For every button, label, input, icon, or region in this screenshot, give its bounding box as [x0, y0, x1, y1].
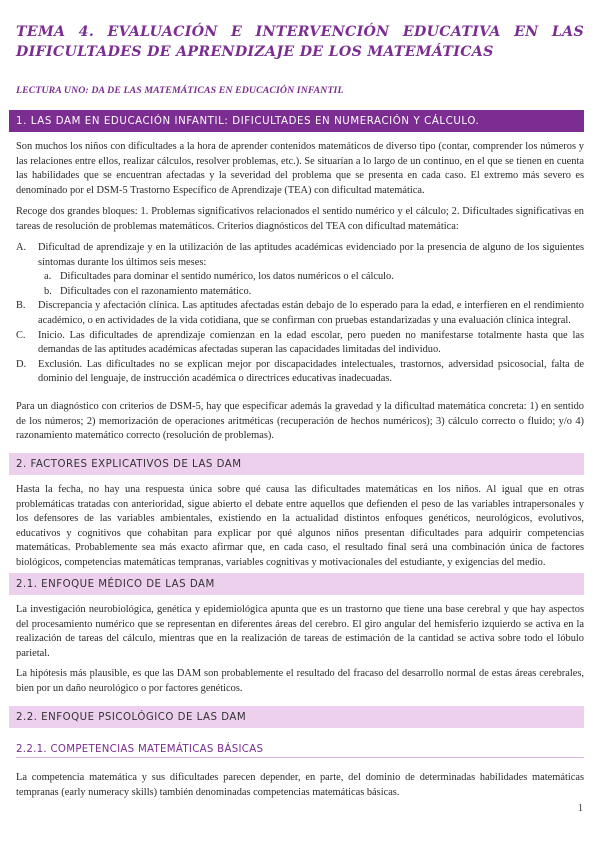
sub-list-item-text: Dificultades para dominar el sentido numérico, los datos numéricos o el cálculo. — [60, 271, 394, 283]
section-2-2-1-heading: 2.2.1. COMPETENCIAS MATEMÁTICAS BÁSICAS — [16, 744, 584, 758]
sub-list-item — [16, 285, 584, 300]
sub-list-marker: b. — [44, 285, 52, 297]
section-2-paragraph-1: Hasta la fecha, no hay una respuesta única sobre qué causa las dificultades matemáticas en los niños. Al igual que en otras problemáticas tratadas con anterioridad, sigue abierto el debate entre aquellos que defienden el peso de las variables intrapersonales y los defensores de las variables ambientales, existiendo en la actualidad distintos enfoques genéticos, neurológicos, evolutivos, educativos y cognitivos que cohabitan para explicar por qué algunos niños presentan dificultades para adquirir competencias matemáticas. Probablemente sea más exacto afirmar que, en cada caso, el resultado final será una combinación única de factores biológicos, competencias matemáticas tempranas, variables cognitivas y motivacionales del estudiante, y exigencias del medio. — [16, 484, 584, 568]
list-item-text: Dificultad de aprendizaje y en la utilización de las aptitudes académicas evidenciado por la presencia de alguno de los siguientes síntomas durante los últimos seis meses: — [38, 242, 584, 268]
section-2-1-paragraph-1: La investigación neurobiológica, genética y epidemiológica apunta que es un trastorno que tiene una base cerebral y que hay aspectos del procesamiento numérico que se representan en diferentes áreas del cerebro. El giro angular del hemisferio izquierdo se activa en la realización de tareas del cálculo, mientras que en la realización de tareas de estimación de la cantidad se activa sobre todo el lóbulo parietal. — [16, 604, 584, 659]
list-marker: C. — [16, 329, 26, 341]
section-1-paragraph-1: Son muchos los niños con dificultades a la hora de aprender contenidos matemáticos de diverso tipo (contar, comprender los números y las relaciones entre ellos, realizar cálculos, resolver problemas, etc.). Se situarían a lo largo de un continuo, en el que se tienen en cuenta las habilidades que se encuentran afectadas y la severidad del problema que se presenta en cada caso. El extremo más severo es denominado por el DSM-5 Trastorno Específico de Aprendizaje (TEA) con dificultad matemática. — [16, 141, 584, 196]
list-marker: B. — [16, 300, 26, 312]
section-2-2-heading: 2.2. ENFOQUE PSICOLÓGICO DE LAS DAM — [9, 706, 584, 728]
document-title: TEMA 4. EVALUACIÓN E INTERVENCIÓN EDUCATIVA EN LAS DIFICULTADES DE APRENDIZAJE DE LOS MATEMÁTICAS — [16, 24, 584, 60]
section-2-2-1-paragraph-1: La competencia matemática y sus dificultades parecen depender, en parte, del dominio de determinadas habilidades matemáticas tempranas (early numeracy skills) también denominadas competencias matemáticas básicas. — [16, 772, 584, 798]
section-2-heading: 2. FACTORES EXPLICATIVOS DE LAS DAM — [9, 453, 584, 475]
list-item-text: Exclusión. Las dificultades no se explican mejor por discapacidades intelectuales, trastornos, adversidad psicosocial, falta de dominio del lenguaje, de instrucción académica o directrices educativas inadecuadas. — [38, 358, 584, 385]
list-item — [16, 329, 584, 358]
section-1-paragraph-3: Para un diagnóstico con criterios de DSM-5, hay que especificar además la gravedad y la dificultad matemática concreta: 1) en sentido de los números; 2) memorización de operaciones aritméticas (recuperación de hechos numéricos); 3) cálculo correcto o fluido; y/o 4) razonamiento matemático correcto (resolución de problemas). — [16, 401, 584, 442]
list-marker: D. — [16, 358, 27, 370]
page-number: 1 — [578, 803, 583, 814]
list-item — [16, 241, 584, 270]
list-marker: A. — [16, 242, 27, 253]
section-1-paragraph-2: Recoge dos grandes bloques: 1. Problemas significativos relacionados el sentido numérico y el cálculo; 2. Dificultades significativas en tareas de resolución de problemas matemáticos. Criterios diagnósticos del TEA con dificultad matemática: — [16, 206, 584, 232]
section-2-1-heading: 2.1. ENFOQUE MÉDICO DE LAS DAM — [9, 573, 584, 595]
section-1-heading: 1. LAS DAM EN EDUCACIÓN INFANTIL: DIFICULTADES EN NUMERACIÓN Y CÁLCULO. — [9, 110, 584, 132]
criteria-list — [16, 241, 584, 387]
list-item-text: Discrepancia y afectación clínica. Las aptitudes afectadas están debajo de lo esperado para la edad, e interfieren en el rendimiento académico, o en actividades de la vida cotidiana, que se confirman con pruebas estandarizadas y una evaluación clínica integral. — [38, 300, 584, 326]
list-item — [16, 358, 584, 387]
list-item-text: Inicio. Las dificultades de aprendizaje comienzan en la edad escolar, pero pueden no manifestarse totalmente hasta que las demandas de las aptitudes académicas afectadas superan las capacidades limitadas del individuo. — [38, 329, 584, 356]
section-2-1-paragraph-2: La hipótesis más plausible, es que las DAM son probablemente el resultado del fracaso del desarrollo normal de estas áreas cerebrales, bien por un daño neurológico o por factores genéticos. — [16, 668, 584, 694]
reading-subtitle: LECTURA UNO: DA DE LAS MATEMÁTICAS EN EDUCACIÓN INFANTIL — [16, 85, 344, 96]
list-item — [16, 299, 584, 328]
sub-list-item — [16, 270, 584, 285]
sub-list-item-text: Dificultades con el razonamiento matemático. — [60, 285, 252, 297]
sub-list-marker: a. — [44, 271, 52, 283]
